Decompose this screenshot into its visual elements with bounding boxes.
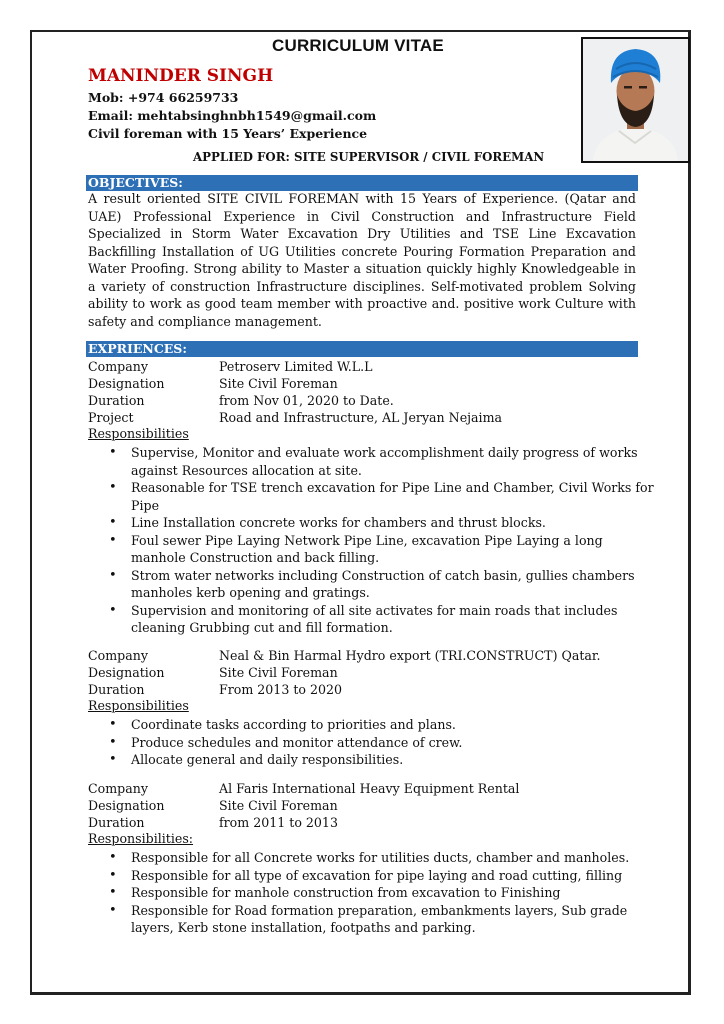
duration-value: From 2013 to 2020	[219, 682, 343, 697]
person-photo-icon	[583, 39, 688, 161]
list-item: • Strom water networks including Construction of catch basin, gullies chambers manholes kerb opening and gratings.	[106, 567, 654, 602]
job-2-designation-row	[88, 664, 338, 681]
profile-photo	[581, 37, 690, 163]
list-item: • Reasonable for TSE trench excavation for Pipe Line and Chamber, Civil Works for Pipe	[106, 479, 654, 514]
designation-value: Site Civil Foreman	[219, 798, 338, 813]
designation-label: Designation	[88, 376, 165, 391]
designation-label: Designation	[88, 665, 165, 680]
project-value: Road and Infrastructure, AL Jeryan Nejaima	[219, 410, 503, 425]
job-1-company-row	[88, 358, 373, 375]
list-item: • Line Installation concrete works for chambers and thrust blocks.	[106, 514, 654, 532]
job-1-responsibility-list	[106, 444, 654, 637]
company-label: Company	[88, 359, 148, 374]
candidate-name: MANINDER SINGH	[88, 66, 274, 86]
job-3-designation-row	[88, 797, 338, 814]
duration-label: Duration	[88, 815, 145, 830]
list-item: • Produce schedules and monitor attendance of crew.	[106, 734, 462, 752]
company-value: Al Faris International Heavy Equipment Rental	[219, 781, 520, 796]
company-value: Petroserv Limited W.L.L	[219, 359, 373, 374]
duration-value: from 2011 to 2013	[219, 815, 338, 830]
mobile-number: Mob: +974 66259733	[88, 90, 239, 105]
email-address: Email: mehtabsinghnbh1549@gmail.com	[88, 108, 377, 123]
experience-summary: Civil foreman with 15 Years’ Experience	[88, 126, 368, 141]
company-label: Company	[88, 781, 148, 796]
designation-value: Site Civil Foreman	[219, 376, 338, 391]
designation-value: Site Civil Foreman	[219, 665, 338, 680]
experiences-heading: EXPRIENCES:	[86, 341, 638, 357]
job-3-responsibilities-heading: Responsibilities:	[88, 831, 194, 846]
designation-label: Designation	[88, 798, 165, 813]
duration-value: from Nov 01, 2020 to Date.	[219, 393, 394, 408]
objective-text: A result oriented SITE CIVIL FOREMAN with 15 Years of Experience. (Qatar and UAE) Professional Experience in Civil Construction and Infrastructure Field Specialized in Storm Water Excavation Dry Utilities and TSE Line Excavation Backfilling Installation of UG Utilities concrete Pouring Formation Preparation and Water Proofing. Strong ability to Master a situation quickly highly Knowledgeable in a variety of construction Infrastructure disciplines. Self-motivated problem Solving ability to work as good team member with proactive and. positive work Culture with safety and compliance management.	[88, 191, 636, 329]
job-3-responsibility-list	[106, 849, 629, 937]
list-item: • Supervision and monitoring of all site activates for main roads that includes cleaning Grubbing cut and fill formation.	[106, 602, 654, 637]
applied-for: APPLIED FOR: SITE SUPERVISOR / CIVIL FOREMAN	[193, 150, 545, 164]
job-2-company-row	[88, 647, 601, 664]
job-1-responsibilities-heading: Responsibilities	[88, 426, 189, 441]
duration-label: Duration	[88, 682, 145, 697]
list-item: • Foul sewer Pipe Laying Network Pipe Line, excavation Pipe Laying a long manhole Construction and back filling.	[106, 532, 654, 567]
company-label: Company	[88, 648, 148, 663]
job-1-duration-row	[88, 392, 394, 409]
objectives-heading: OBJECTIVES:	[86, 175, 638, 191]
list-item: • Responsible for manhole construction from excavation to Finishing	[106, 884, 629, 902]
list-item: • Coordinate tasks according to priorities and plans.	[106, 716, 462, 734]
job-2-duration-row	[88, 681, 342, 698]
list-item: • Responsible for all Concrete works for utilities ducts, chamber and manholes.	[106, 849, 629, 867]
job-3-duration-row	[88, 814, 338, 831]
list-item: • Responsible for Road formation preparation, embankments layers, Sub grade layers, Kerb stone installation, footpaths and parking.	[106, 902, 629, 937]
job-1-designation-row	[88, 375, 338, 392]
job-1-project-row	[88, 409, 502, 426]
list-item: • Supervise, Monitor and evaluate work accomplishment daily progress of works against Resources allocation at site.	[106, 444, 654, 479]
job-2-responsibilities-heading: Responsibilities	[88, 698, 189, 713]
list-item: • Allocate general and daily responsibilities.	[106, 751, 462, 769]
job-3-company-row	[88, 780, 519, 797]
document-title: CURRICULUM VITAE	[272, 36, 444, 55]
duration-label: Duration	[88, 393, 145, 408]
job-2-responsibility-list	[106, 716, 462, 769]
list-item: • Responsible for all type of excavation for pipe laying and road cutting, filling	[106, 867, 629, 885]
company-value: Neal & Bin Harmal Hydro export (TRI.CONSTRUCT) Qatar.	[219, 648, 601, 663]
project-label: Project	[88, 410, 134, 425]
